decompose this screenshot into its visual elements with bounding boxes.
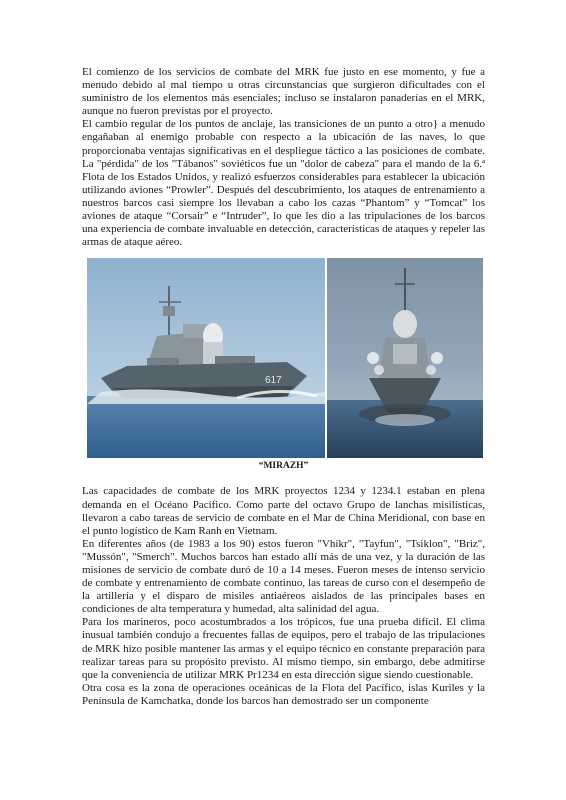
paragraph-3: Las capacidades de combate de los MRK proyectos 1234 y 1234.1 estaban en plena demanda en el Océano Pacífico. Como parte del octavo Grupo de lanchas misilísticas, llevaron a cabo tareas de servicio de combate en el Mar de China Meridional, con base en el punto logístico de Kam Ranh en Vietnam. <box>82 485 485 537</box>
ship-photo-side-view <box>87 258 325 458</box>
document-page <box>82 66 485 708</box>
paragraph-4: En diferentes años (de 1983 a los 90) estos fueron "Vhikr", "Tayfun", "Tsiklon", "Briz", "Mussón", "Smerch". Muchos barcos han estado allí más de una vez, y la duración de las misiones de servicio de combate duró de 10 a 14 meses. Fueron meses de intenso servicio de combate y entrenamiento de combate continuo, las tareas de curso con el desempeño de la artillería y el disparo de misiles antiaéreos aislados de las principales bases en condiciones de alta temperatura y humedad, alta salinidad del agua. <box>82 537 485 616</box>
paragraph-1: El comienzo de los servicios de combate del MRK fue justo en ese momento, y fue a menudo debido al mal tiempo u otras circunstancias que surgieron dificultades con el suministro de los elementos más esenciales; incluso se instalaron panaderías en el MRK, aunque no fueron previstas por el proyecto. <box>82 66 485 118</box>
paragraph-2: El cambio regular de los puntos de anclaje, las transiciones de un punto a otro} a menudo engañaban al enemigo probable con respecto a la ubicación de las naves, lo que proporcionaba ventajas significativas en el despliegue táctico a las posiciones de combate. La "pérdida" de los "Tábanos" soviéticos fue un "dolor de cabeza" para el mando de la 6.ª Flota de los Estados Unidos, y realizó esfuerzos considerables para establecer la ubicación utilizando aviones “Prowler”. Después del descubrimiento, los ataques de entrenamiento a nuestros barcos casi siempre los llevaban a cabo los cazas “Phantom” y “Tomcat” los aviones de ataque “Corsair” e “Intruder”, lo que les dio a las tripulaciones de los barcos una experiencia de combate invaluable en detección, características de ataques y repeler las armas de ataque aéreo. <box>82 118 485 249</box>
ship-photo-bow-view <box>327 258 483 458</box>
figure-caption: “MIRAZH” <box>258 461 309 472</box>
paragraph-6: Otra cosa es la zona de operaciones oceánicas de la Flota del Pacífico, islas Kuriles y la Península de Kamchatka, donde los barcos han demostrado ser un componente <box>82 681 485 707</box>
hull-number: 617 <box>264 375 282 387</box>
ship-photos <box>87 258 483 458</box>
paragraph-5: Para los marineros, poco acostumbrados a los trópicos, fue una prueba difícil. El clima inusual también condujo a frecuentes fallas de equipos, pero el trabajo de las tripulaciones de MRK hizo posible mantener las armas y el equipo técnico en constante preparación para realizar tareas para su propósito previsto. Al mismo tiempo, sin embargo, debe admitirse que la conveniencia de utilizar MRK Pr1234 en esta dirección sigue siendo cuestionable. <box>82 616 485 681</box>
